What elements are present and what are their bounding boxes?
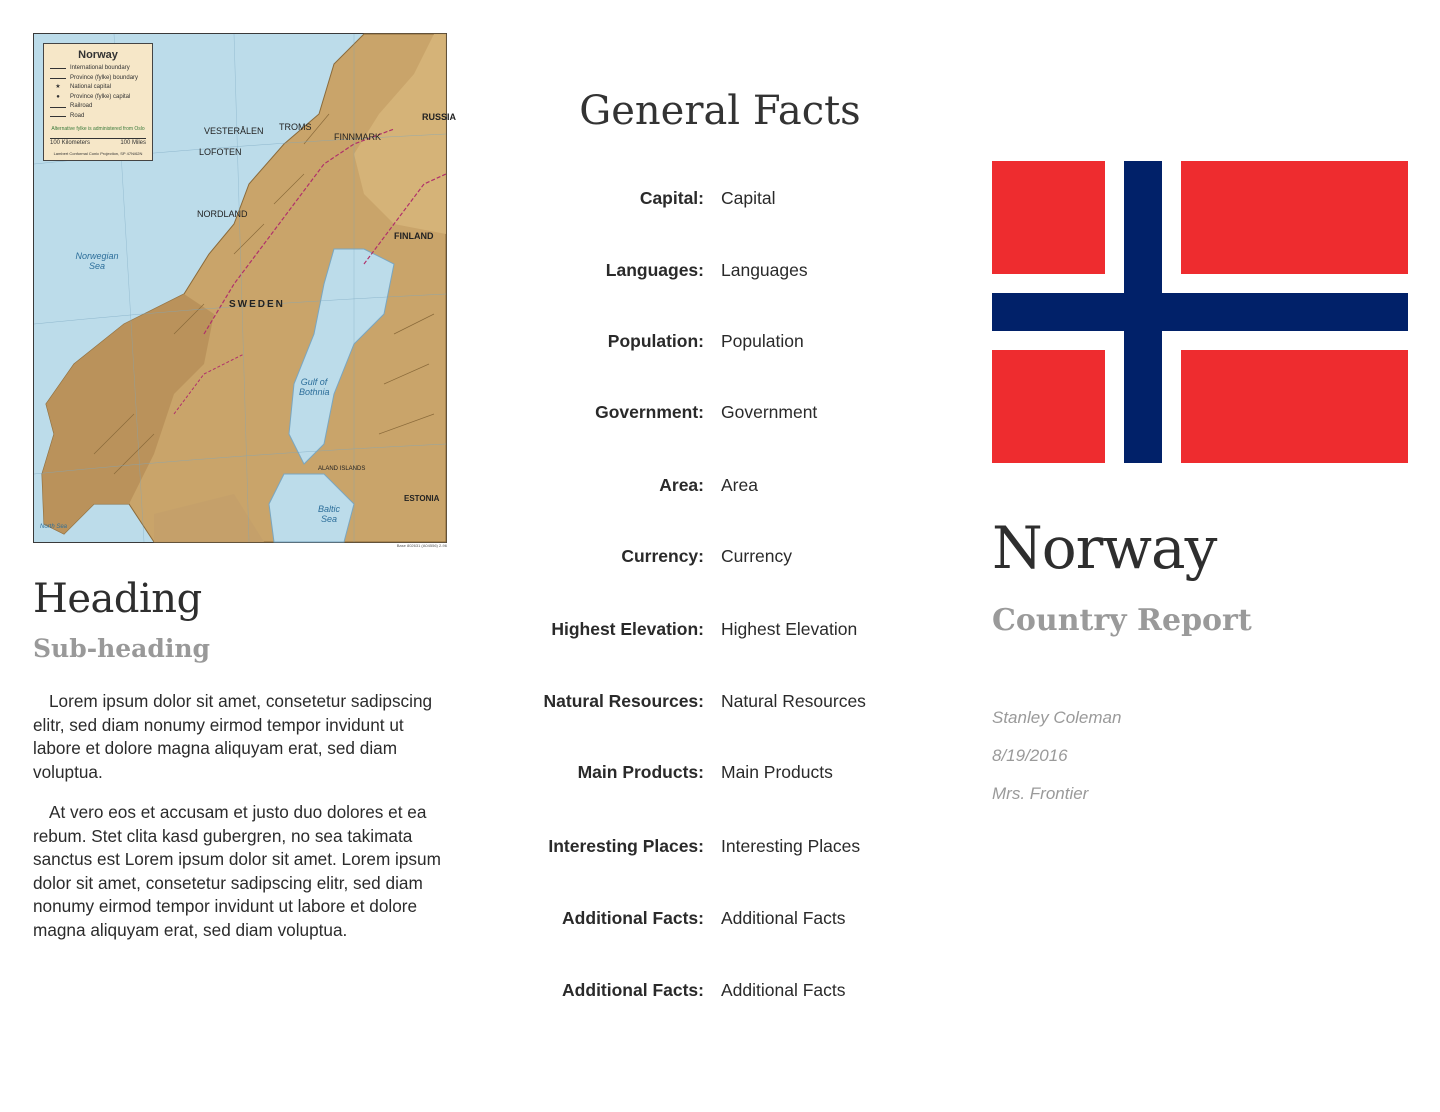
fact-row-natural-resources (500, 691, 940, 715)
legend-row (50, 112, 146, 122)
fact-row-area (500, 475, 940, 499)
fact-value: Area (721, 475, 758, 495)
fact-row-population (500, 331, 940, 355)
legend-row (50, 74, 146, 84)
fact-row-interesting-places (500, 836, 940, 860)
body-text (33, 690, 445, 959)
legend-row (50, 64, 146, 74)
report-title: Norway (992, 514, 1217, 582)
legend-scale-km: 100 Kilometers (50, 140, 91, 147)
fact-label: Languages: (605, 260, 704, 280)
legend-item: Province (fylke) boundary (70, 74, 139, 81)
map-credit: Base 802631 (A04556) 2-96 (396, 543, 447, 548)
map-label-north-sea: North Sea (40, 524, 68, 530)
fact-value: Interesting Places (721, 836, 861, 856)
fact-value: Government (721, 402, 818, 422)
fact-value: Additional Facts (721, 908, 846, 928)
map-label-russia: RUSSIA (422, 112, 457, 122)
fact-label: Additional Facts: (562, 980, 704, 1000)
legend-item: Road (70, 112, 85, 119)
body-paragraph: At vero eos et accusam et justo duo dolores et ea rebum. Stet clita kasd gubergren, no sea takimata sanctus est Lorem ipsum dolor sit amet. Lorem ipsum dolor sit amet, consetetur sadipscing elitr, sed diam nonumy eirmod tempor invidunt ut labore et dolore magna aliquyam erat, sed diam voluptua. (33, 802, 441, 940)
map-label-vesteralen: VESTERÅLEN (204, 126, 264, 136)
facts-title: General Facts (579, 88, 861, 134)
fact-label: Currency: (621, 546, 704, 566)
legend-item: Province (fylke) capital (70, 93, 131, 100)
section-subheading: Sub-heading (33, 634, 211, 663)
norway-flag (992, 161, 1408, 463)
map-label-aland: ALAND ISLANDS (318, 466, 366, 472)
report-subtitle: Country Report (992, 603, 1252, 638)
fact-label: Population: (607, 331, 704, 351)
fact-label: Additional Facts: (562, 908, 704, 928)
fact-row-additional-facts (500, 908, 940, 932)
fact-row-capital (500, 188, 940, 212)
map-label-finland: FINLAND (394, 231, 434, 241)
fact-row-highest-elevation (500, 619, 940, 643)
legend-scale-labels (50, 139, 146, 149)
norway-map (33, 33, 457, 543)
legend-note: Alternative fylke is administered from Oslo (51, 125, 145, 132)
fact-value: Main Products (721, 762, 833, 782)
legend-title: Norway (78, 49, 118, 61)
fact-label: Natural Resources: (543, 691, 704, 711)
fact-value: Languages (721, 260, 808, 280)
legend-row: ● Province (fylke) capital (50, 93, 146, 103)
map-label-estonia: ESTONIA (404, 494, 440, 503)
fact-label: Area: (659, 475, 704, 495)
fact-value: Capital (721, 188, 776, 208)
map-label-lofoten: LOFOTEN (199, 147, 242, 157)
fact-label: Main Products: (577, 762, 704, 782)
legend-row: ★ National capital (50, 83, 146, 93)
body-paragraph: Lorem ipsum dolor sit amet, consetetur sadipscing elitr, sed diam nonumy eirmod tempor invidunt ut labore et dolore magna aliquyam erat, sed diam voluptua. (33, 691, 433, 782)
teacher-name: Mrs. Frontier (992, 784, 1089, 803)
fact-value: Highest Elevation (721, 619, 858, 639)
fact-row-additional-facts (500, 980, 940, 1004)
fact-row-currency (500, 546, 940, 570)
fact-label: Capital: (639, 188, 704, 208)
map-label-troms: TROMS (279, 122, 312, 132)
fact-value: Currency (721, 546, 792, 566)
map-label-sweden: SWEDEN (229, 299, 285, 310)
fact-row-main-products (500, 762, 940, 786)
author-name: Stanley Coleman (992, 708, 1122, 727)
fact-label: Interesting Places: (548, 836, 704, 856)
fact-value: Additional Facts (721, 980, 846, 1000)
map-label-finnmark: FINNMARK (334, 132, 381, 142)
legend-item: National capital (70, 84, 112, 91)
fact-row-languages (500, 260, 940, 284)
map-label-nordland: NORDLAND (197, 209, 248, 219)
report-date: 8/19/2016 (992, 746, 1068, 765)
map-label-baltic-sea: Baltic Sea (317, 504, 340, 524)
fact-label: Government: (595, 402, 704, 422)
legend-credit: Lambert Conformal Conic Projection, SP 47N/62N (53, 150, 143, 156)
fact-value: Population (721, 331, 804, 351)
fact-row-government (500, 402, 940, 426)
map-label-norwegian-sea: Norwegian Sea (75, 251, 119, 271)
legend-item: International boundary (70, 65, 130, 71)
map-label-gulf-of-bothnia: Gulf of Bothnia (299, 377, 330, 397)
section-heading: Heading (33, 576, 202, 622)
legend-row (50, 102, 146, 112)
fact-value: Natural Resources (721, 691, 866, 711)
fact-label: Highest Elevation: (551, 619, 704, 639)
legend-item: Railroad (70, 103, 93, 110)
legend-scale-mi: 100 Miles (120, 140, 146, 147)
map-legend (43, 43, 153, 161)
